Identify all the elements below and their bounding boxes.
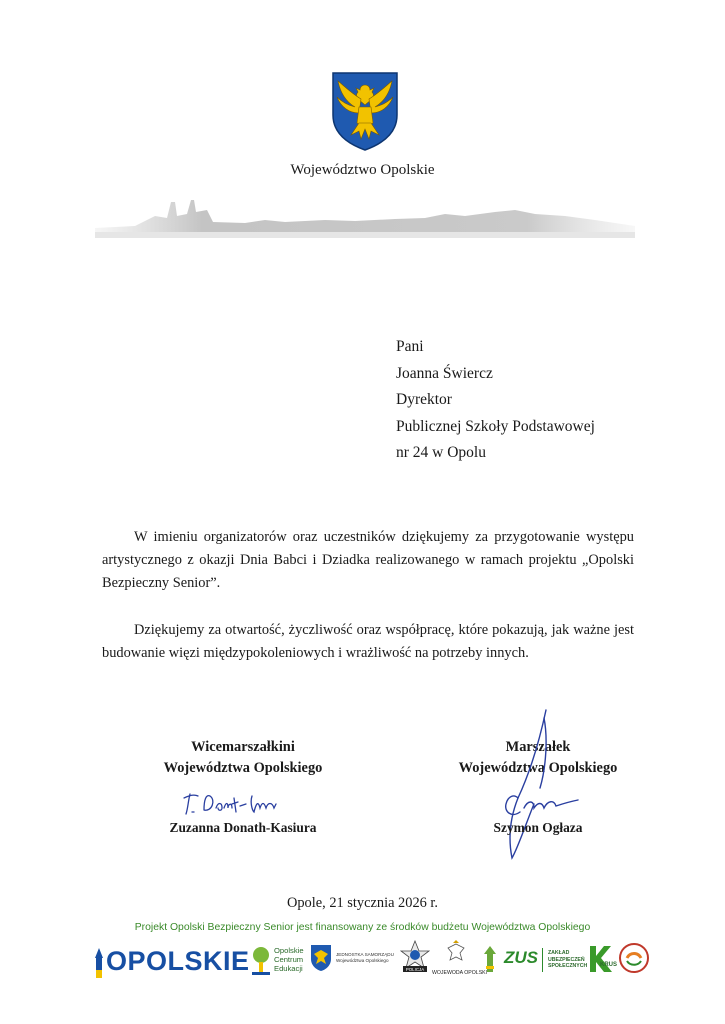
organization-name: Województwo Opolskie [290,162,435,178]
zus-line3: SPOŁECZNYCH [548,963,588,970]
left-title-line1: Wicemarszałkini [191,739,295,755]
opolskie-wordmark: OPOLSKIE [106,946,250,976]
recipient-line: Joanna Świercz [396,364,493,382]
recipient-block [396,334,595,467]
krus-logo [586,942,618,979]
place-date: Opole, 21 stycznia 2026 r. [286,895,439,911]
zus-wordmark: ZUS [504,948,538,967]
recipient-line: Pani [396,338,424,355]
wojewoda-label: WOJEWODA OPOLSKI [432,970,488,976]
left-title-line2: Województwa Opolskiego [163,760,323,776]
police-label: POLICJA [405,967,425,972]
round-badge-icon [618,942,650,974]
jst-line2: Województwa Opolskiego [336,958,389,963]
recipient-line: nr 24 w Opolu [396,444,486,461]
white-eagle-icon [444,940,468,968]
left-signatory-title [128,737,358,779]
body-paragraph-2: Dziękujemy za otwartość, życzliwość oraz współpracę, które pokazują, jak ważne jest budowanie więzi międzypokoleniowych i wrażliwość na potrzeby innych. [102,622,634,661]
recipient-line: Publicznej Szkoły Podstawowej [396,417,595,435]
right-title-line1: Marszałek [505,739,571,755]
krus-label: KRUS [600,962,618,968]
oce-line3: Edukacji [274,964,303,973]
police-logo [400,940,430,979]
funding-note: Projekt Opolski Bezpieczny Senior jest finansowany ze środków budżetu Województwa Opolskiego [134,922,591,933]
green-emblem-icon [482,944,498,974]
eagle-shield-icon [310,944,332,972]
tree-icon [250,946,272,976]
right-signer-name: Szymon Ogłaza [493,820,583,835]
opole-panorama-watermark [95,196,635,246]
partner-logos [92,940,652,984]
recipient-line: Dyrektor [396,391,452,408]
right-title-line2: Województwa Opolskiego [458,760,618,776]
opole-eagle-coat-of-arms-icon [331,71,399,151]
oce-line2: Centrum [274,955,304,964]
zus-line1: ZAKŁAD [548,950,570,956]
jst-line1: JEDNOSTKA SAMORZĄDU [336,952,394,957]
tower-icon [92,948,106,978]
body-paragraph-1: W imieniu organizatorów oraz uczestników dziękujemy za przygotowanie występu artystycznego z okazji Dnia Babci i Dziadka realizowanego w ramach projektu „Opolski Bezpieczny Senior”. [102,529,634,591]
right-handwritten-signature [488,708,598,868]
krus-icon [586,942,614,974]
zus-line2: UBEZPIECZEŃ [548,956,585,963]
left-signer-name: Zuzanna Donath-Kasiura [169,820,317,835]
oce-line1: Opolskie [274,946,304,955]
left-handwritten-signature [176,788,296,818]
